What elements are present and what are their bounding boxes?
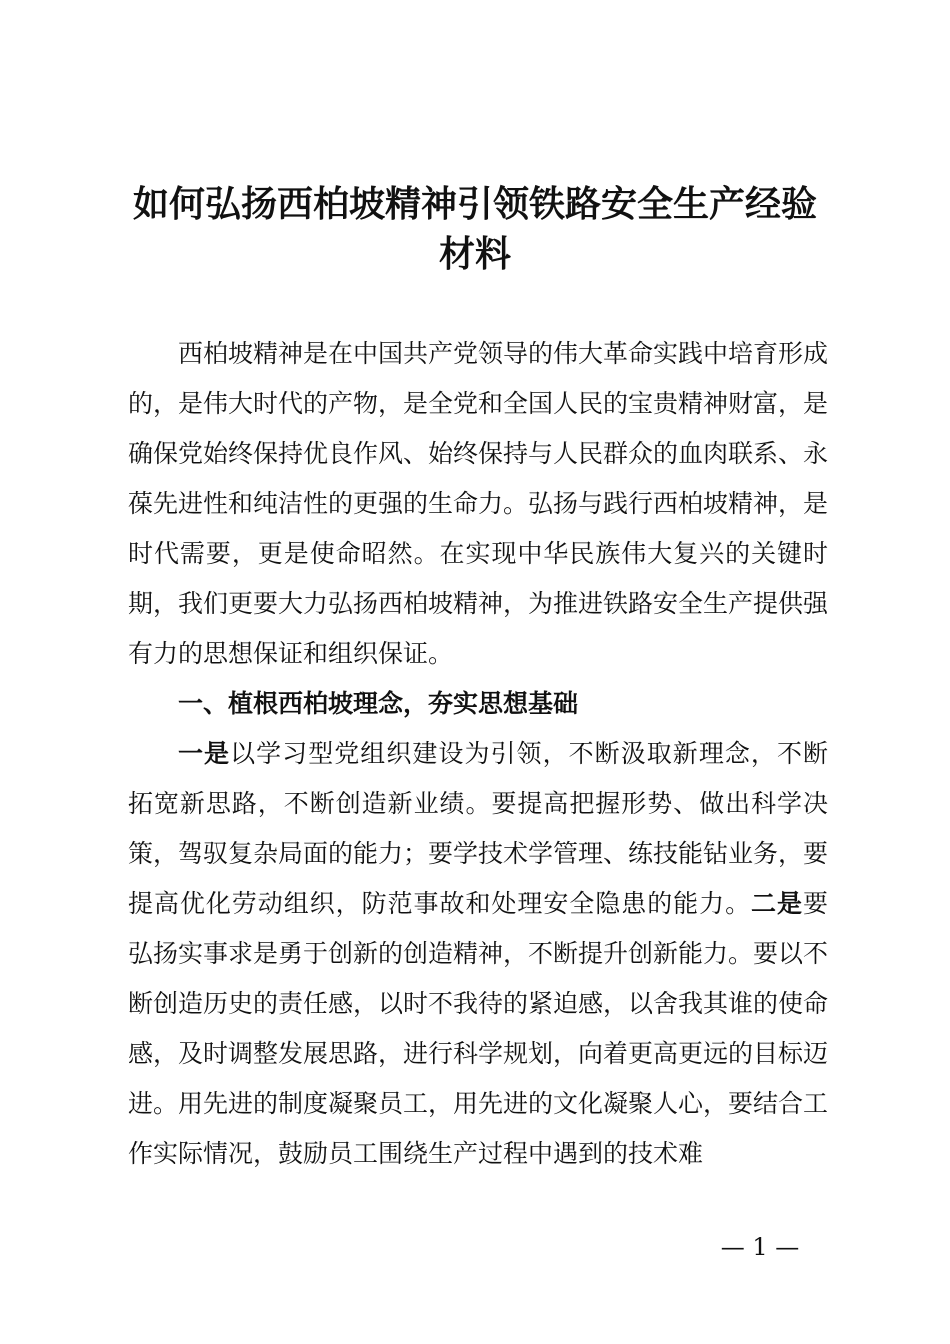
point-two-label: 二是 [751,889,803,918]
section-heading: 一、植根西柏坡理念，夯实思想基础 [178,689,579,718]
point-one-text: 以学习型党组织建设为引领，不断汲取新理念，不断拓宽新思路，不断创造新业绩。要提高把握形势、做出科学决策，驾驭复杂局面的能力；要学技术学管理、练技能钻业务，要提高优化劳动组织，防范事故和处理安全隐患的能力。 [128,739,829,918]
intro-paragraph: 西柏坡精神是在中国共产党领导的伟大革命实践中培育形成的，是伟大时代的产物，是全党和全国人民的宝贵精神财富，是确保党始终保持优良作风、始终保持与人民群众的血肉联系、永葆先进性和纯洁性的更强的生命力。弘扬与践行西柏坡精神，是时代需要，更是使命昭然。在实现中华民族伟大复兴的关键时期，我们更要大力弘扬西柏坡精神，为推进铁路安全生产提供强有力的思想保证和组织保证。 [128,339,829,668]
point-one-label: 一是 [178,739,231,768]
section-paragraph [128,729,828,1179]
page-number: — 1 — [720,1233,800,1261]
document-title: 如何弘扬西柏坡精神引领铁路安全生产经验材料 [132,184,817,275]
document-body [128,329,828,1179]
point-two-text: 要弘扬实事求是勇于创新的创造精神，不断提升创新能力。要以不断创造历史的责任感，以时不我待的紧迫感，以舍我其谁的使命感，及时调整发展思路，进行科学规划，向着更高更远的目标迈进。用先进的制度凝聚员工，用先进的文化凝聚人心，要结合工作实际情况，鼓励员工围绕生产过程中遇到的技术难 [128,889,829,1168]
